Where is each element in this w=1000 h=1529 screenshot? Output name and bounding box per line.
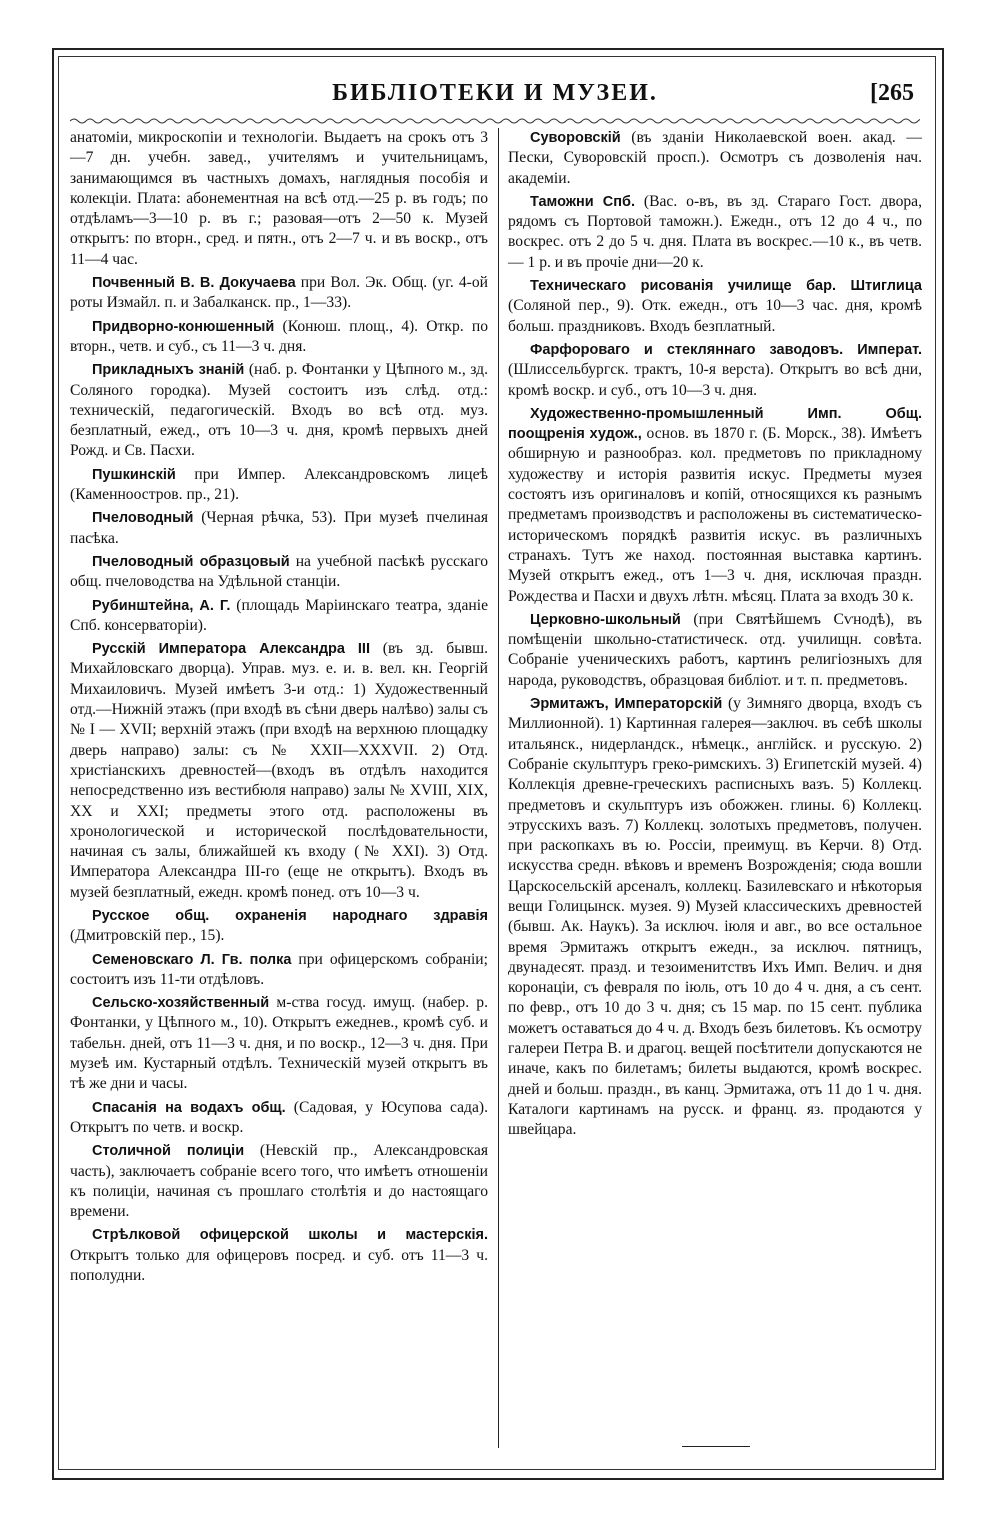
entry-text: (Вас. о-въ, въ зд. Стараго Гост. двора, рядомъ съ Портовой таможн.). Ежедн., отъ 12 до 4 ч., по воскрес. отъ 2 до 5 ч. дня. Плата въ воскрес.—10 к., въ четв.— 1 р. и въ прочіе дни—20 к. xyxy=(508,192,922,271)
entry-text: при Импер. Александровскомъ лицеѣ (Каменноостров. пр., 21). xyxy=(70,465,488,504)
wavy-rule xyxy=(70,116,920,126)
museum-entry xyxy=(70,552,488,593)
entry-text: м-ства госуд. имущ. (набер. р. Фонтанки, у Цѣпного м., 10). Открытъ ежеднев., кромѣ суб. и табельн. дней, отъ 11—3 ч. дня, и по воскр., 12—3 ч. дня. При музеѣ им. Кустарный отдѣлъ. Техническій музей открытъ въ тѣ же дни и часы. xyxy=(70,994,488,1093)
entry-name: Таможни Спб. xyxy=(530,193,635,210)
page-header xyxy=(70,80,920,116)
entry-name: Почвенный В. В. Докучаева xyxy=(92,275,296,292)
entry-name: Сельско-хозяйственный xyxy=(92,995,270,1012)
museum-entry xyxy=(70,906,488,947)
entry-text: на учебной пасѣкѣ русскаго общ. пчеловодства на Удѣльной станціи. xyxy=(70,552,488,591)
entry-name: Пчеловодный xyxy=(92,510,194,527)
entry-text: (Невскій пр., Александровская часть), заключаетъ собраніе всего того, что имѣетъ отношеніи къ полиціи, начиная съ прошлаго столѣтія и до настоящаго времени. xyxy=(70,1142,488,1221)
entry-text: анатоміи, микроскопіи и технологіи. Выдаетъ на срокъ отъ 3—7 дн. учебн. завед., учителямъ и учительницамъ, занимающимся въ частныхъ домахъ, наглядныя пособія и колекціи. Плата: абонементная на всѣ отд.—25 р. въ годъ; по отдѣламъ—3—10 р. въ г.; разовая—отъ 2—50 к. Музей открытъ: по вторн., сред. и пятн., отъ 2—7 ч. и въ воскр., отъ 11—4 час. xyxy=(70,129,488,268)
entry-name: Художественно-промышленный Имп. Общ. поощренія худож., xyxy=(508,405,922,443)
entry-text: Открытъ только для офицеровъ посред. и суб. отъ 11—3 ч. пополудни. xyxy=(70,1246,488,1285)
right-column xyxy=(508,128,922,1144)
museum-entry xyxy=(508,694,922,1141)
entry-name: Придворно-конюшенный xyxy=(92,318,275,335)
museum-entry xyxy=(508,276,922,337)
museum-entry xyxy=(70,465,488,506)
column-divider xyxy=(498,128,499,1448)
entry-name: Семеновскаго Л. Гв. полка xyxy=(92,951,292,968)
entry-text: (Садовая, у Юсупова сада). Открытъ по четв. и воскр. xyxy=(70,1098,488,1136)
museum-entry xyxy=(70,508,488,549)
entry-name: Церковно-школьный xyxy=(530,611,681,628)
entry-name: Рубинштейна, А. Г. xyxy=(92,597,231,614)
museum-entry xyxy=(70,273,488,314)
running-title: БИБЛІОТЕКИ И МУЗЕИ. xyxy=(332,80,658,106)
entry-text: при Вол. Эк. Общ. (уг. 4-ой роты Измайл. п. и Забалканск. пр., 1—33). xyxy=(70,274,488,312)
entry-name: Русское общ. охраненія народнаго здравія xyxy=(92,907,488,924)
entry-name: Прикладныхъ знаній xyxy=(92,362,245,379)
entry-name: Фарфороваго и стекляннаго заводовъ. Императ. xyxy=(530,341,922,358)
museum-entry xyxy=(508,128,922,189)
entry-text: основ. въ 1870 г. (Б. Морск., 38). Имѣетъ обширную и разнообраз. кол. предметовъ по прикладному художеству и исторія развитія искус. Предметы музея состоятъ изъ оригиналовъ и копій, относящихся къ разнымъ предметамъ производствъ и расположены въ систематическо-историческомъ порядкѣ развитія искус. въ различныхъ странахъ. Тутъ же наход. постоянная выставка картинъ. Музей открытъ ежед., отъ 1—3 ч. дня, исключая праздн. Рождества и Пасхи и двухъ лѣтн. мѣсяц. Плата за входъ 30 к. xyxy=(508,425,923,605)
entry-text: (наб. р. Фонтанки у Цѣпного м., зд. Соляного городка). Музей состоитъ изъ слѣд. отд.: техническій, педагогическій. Входъ во всѣ отд. муз. безплатный, ежед., отъ 10—3 ч. дня, кромѣ первыхъ дней Рожд. и Св. Пасхи. xyxy=(70,361,488,460)
museum-entry xyxy=(70,639,488,903)
entry-name: Техническаго рисованія училище бар. Штиглица xyxy=(530,278,922,295)
entry-name: Русскій Императора Александра III xyxy=(92,641,370,658)
entry-text: (въ зд. бывш. Михайловскаго дворца). Управ. муз. е. и. в. вел. кн. Георгій Михаиловичъ. Музей имѣетъ 3-и отд.: 1) Художественный отд.—Нижній этажъ (при входѣ въ сѣни дверь налѣво) залы съ № I — XVII; верхній этажъ (при входѣ на верхнюю площадку дверь направо) залы: съ № XXII—XXXVII. 2) Отд. христіанскихъ древностей—(входъ въ отдѣлъ находится непосредственно изъ вестибюля направо) залы № XVIII, XIX, XX и XXI; предметы этого отд. расположены въ хронологической и исторической послѣдовательности, начиная съ залы, ближайшей къ входу (№ XXI). 3) Отд. Императора Александра III-го (еще не открытъ). Входъ въ музей безплатный, ежедн. кромѣ понед. отъ 10—3 ч. xyxy=(70,640,488,901)
museum-entry xyxy=(508,610,922,691)
museum-entry xyxy=(70,1225,488,1286)
entry-text: (Шлиссельбургск. трактъ, 10-я верста). Открытъ во всѣ дни, кромѣ воскр. и суб., отъ 10—3 ч. дня. xyxy=(508,361,922,399)
museum-entry xyxy=(70,360,488,461)
entry-name: Стрѣлковой офицерской школы и мастерскія. xyxy=(92,1227,488,1244)
entry-text: (Конюш. площ., 4). Откр. по вторн., четв. и суб., съ 11—3 ч. дня. xyxy=(70,317,488,355)
entry-text: (Дмитровскій пер., 15). xyxy=(70,927,225,945)
entry-name: Спасанія на водахъ общ. xyxy=(92,1099,286,1116)
museum-entry xyxy=(508,192,922,273)
entry-text: (въ зданіи Николаевской воен. акад. — Пески, Суворовскій просп.). Осмотръ съ дозволенія нач. академіи. xyxy=(508,129,922,187)
museum-entry xyxy=(70,950,488,991)
entry-name: Пчеловодный образцовый xyxy=(92,553,290,570)
entry-text: (Соляной пер., 9). Отк. ежедн., отъ 10—3 час. дня, кромѣ больш. праздниковъ. Входъ безплатный. xyxy=(508,297,922,335)
entry-text: при офицерскомъ собраніи; состоитъ изъ 11-ти отдѣловъ. xyxy=(70,950,488,988)
entry-text: (у Зимняго дворца, входъ съ Миллионной). 1) Картинная галерея—заключ. въ себѣ школы итальянск., нидерландск., нѣмецк., англійск. и русскую. 2) Собраніе скульптуръ греко-римскихъ. 3) Египетскій музей. 4) Коллекція древне-греческихъ расписныхъ вазъ. 5) Коллекц. предметовъ и скульптуръ изъ обожжен. глины. 6) Коллекц. этрусскихъ вазъ. 7) Коллекц. золотыхъ предметовъ, получен. при раскопкахъ въ ю. Россіи, преимущ. въ Керчи. 8) Отд. искусства средн. вѣковъ и временъ Возрожденія; сюда вошли Царскосельскій арсеналъ, коллекц. Базилевскаго и нѣкоторыя вещи Голицынск. музея. 9) Музей классическихъ древностей (бывш. Ак. Наукъ). За исключ. іюля и авг., во все остальное время Эрмитажъ открытъ ежедн., за исключ. пятницъ, двунадесят. празд. и тезоименитствъ Ихъ Имп. Велич. и дня коронаціи, съ февраля по іюль, отъ 10 до 4 ч. дня, а съ сент. по февр., отъ 10 до 3 ч. дня; съ 15 мар. по 15 сент. публика можетъ оставаться до 4 ч. д. Входъ безъ билетовъ. Къ осмотру галереи Петра В. и драгоц. вещей посѣтители допускаются не иначе, какъ по билетамъ; билеты выдаются, кромѣ воскрес. дней и больш. праздн., въ канц. Эрмитажа, отъ 11 до 1 ч. дня. Каталоги картинамъ на русск. и франц. яз. продаются у швейцара. xyxy=(508,695,922,1139)
left-column xyxy=(70,128,488,1289)
museum-entry xyxy=(508,404,922,607)
museum-entry xyxy=(70,128,488,270)
entry-text: (при Святѣйшемъ Сѵнодѣ), въ помѣщеніи школьно-статистическ. отд. училищн. совѣта. Собраніе ученическихъ работъ, картинъ религіозныхъ для народа, руководствъ, образцовая библіот. и т. п. предметовъ. xyxy=(508,610,922,689)
entry-name: Суворовскій xyxy=(530,130,621,146)
page-number: [265 xyxy=(870,80,914,106)
end-rule xyxy=(682,1446,750,1447)
entry-name: Столичной полиціи xyxy=(92,1143,245,1160)
entry-text: (Черная рѣчка, 53). При музеѣ пчелиная пасѣка. xyxy=(70,509,488,547)
museum-entry xyxy=(70,317,488,358)
museum-entry xyxy=(508,340,922,401)
museum-entry xyxy=(70,596,488,637)
museum-entry xyxy=(70,993,488,1094)
museum-entry xyxy=(70,1098,488,1139)
entry-text: (площадь Маріинскаго театра, зданіе Спб. консерваторіи). xyxy=(70,596,488,634)
museum-entry xyxy=(70,1141,488,1222)
entry-name: Эрмитажъ, Императорскій xyxy=(530,696,723,713)
entry-name: Пушкинскій xyxy=(92,466,176,483)
